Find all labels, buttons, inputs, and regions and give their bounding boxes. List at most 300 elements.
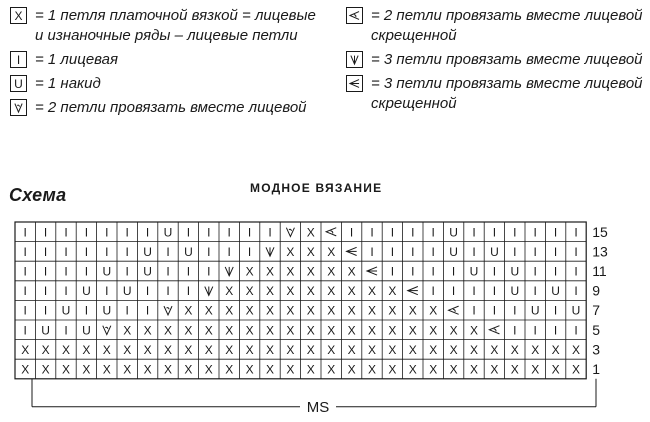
svg-text:I: I bbox=[84, 244, 89, 259]
chart-cell-garter bbox=[286, 304, 294, 318]
chart-cell-garter bbox=[42, 343, 50, 357]
row-number: 5 bbox=[592, 321, 600, 338]
svg-text:I: I bbox=[513, 244, 517, 259]
svg-text:I: I bbox=[64, 225, 68, 240]
chart-cell-knit bbox=[513, 245, 516, 259]
chart-cell-knit bbox=[105, 225, 108, 239]
svg-text:X: X bbox=[61, 342, 71, 357]
chart-cell-yarn-over bbox=[551, 284, 560, 298]
svg-text:X: X bbox=[286, 303, 295, 318]
chart-cell-knit bbox=[126, 245, 129, 259]
svg-text:I: I bbox=[472, 303, 476, 318]
chart-cell-garter bbox=[82, 343, 90, 357]
svg-text:I: I bbox=[125, 264, 129, 279]
svg-text:X: X bbox=[265, 264, 275, 279]
svg-text:I: I bbox=[451, 284, 456, 299]
svg-text:X: X bbox=[286, 264, 295, 279]
svg-text:I: I bbox=[553, 244, 558, 259]
svg-text:X: X bbox=[265, 323, 275, 338]
chart-cell-knit bbox=[44, 265, 47, 279]
svg-text:X: X bbox=[286, 323, 295, 338]
svg-text:I: I bbox=[43, 244, 48, 259]
chart-cell-k2tog bbox=[164, 306, 172, 315]
svg-text:X: X bbox=[225, 284, 234, 299]
chart-cell-garter bbox=[429, 323, 437, 337]
legend-text: = 1 накид bbox=[35, 75, 101, 92]
chart-cell-knit bbox=[126, 225, 129, 239]
chart-cell-knit bbox=[85, 304, 88, 318]
svg-text:I: I bbox=[370, 244, 374, 259]
legend-text: = 3 петли провязать вместе лицевой скрещенной bbox=[371, 75, 643, 112]
chart-cell-knit bbox=[187, 265, 190, 279]
chart-cell-knit bbox=[85, 245, 88, 259]
svg-text:I: I bbox=[533, 284, 537, 299]
svg-text:X: X bbox=[408, 303, 417, 318]
svg-text:U: U bbox=[571, 303, 581, 318]
chart-cell-garter bbox=[266, 323, 274, 337]
chart-cell-garter bbox=[266, 363, 274, 377]
svg-text:I: I bbox=[411, 264, 415, 279]
svg-text:I: I bbox=[574, 264, 578, 279]
svg-text:X: X bbox=[408, 323, 417, 338]
chart-cell-garter bbox=[307, 284, 315, 298]
chart-cell-knit bbox=[24, 304, 27, 318]
svg-text:I: I bbox=[349, 225, 354, 240]
chart-cell-garter bbox=[490, 363, 498, 377]
chart-cell-knit bbox=[64, 265, 67, 279]
chart-cell-knit bbox=[166, 245, 169, 259]
svg-text:I: I bbox=[64, 323, 68, 338]
chart-cell-yarn-over bbox=[449, 225, 458, 239]
svg-text:X: X bbox=[388, 342, 397, 357]
svg-text:X: X bbox=[347, 284, 356, 299]
svg-text:I: I bbox=[472, 284, 476, 299]
chart-cell-yarn-over bbox=[123, 284, 132, 298]
chart-cell-garter bbox=[552, 343, 560, 357]
chart-cell-k3tog bbox=[205, 287, 213, 296]
svg-text:I: I bbox=[247, 225, 252, 240]
chart-cell-garter bbox=[327, 323, 335, 337]
svg-text:X: X bbox=[429, 342, 438, 357]
chart-cell-knit bbox=[432, 284, 435, 298]
svg-text:X: X bbox=[306, 244, 315, 259]
svg-text:I: I bbox=[166, 264, 170, 279]
chart-cell-knit bbox=[370, 225, 373, 239]
svg-text:X: X bbox=[286, 284, 295, 299]
svg-text:I: I bbox=[472, 225, 476, 240]
chart-cell-garter bbox=[144, 343, 152, 357]
svg-text:I: I bbox=[23, 303, 27, 318]
svg-text:I: I bbox=[492, 264, 497, 279]
svg-text:X: X bbox=[245, 303, 254, 318]
chart-cell-knit bbox=[24, 225, 27, 239]
svg-text:U: U bbox=[143, 264, 152, 279]
svg-text:X: X bbox=[204, 303, 213, 318]
chart-cell-garter bbox=[266, 284, 274, 298]
svg-text:I: I bbox=[574, 284, 578, 299]
chart-cell-k3tog-tbl bbox=[347, 247, 357, 255]
svg-text:X: X bbox=[449, 323, 458, 338]
svg-text:I: I bbox=[247, 244, 252, 259]
svg-text:X: X bbox=[408, 342, 417, 357]
chart-cell-knit bbox=[44, 245, 47, 259]
chart-cell-knit bbox=[44, 304, 47, 318]
svg-text:X: X bbox=[449, 342, 458, 357]
row-number: 1 bbox=[592, 361, 600, 377]
svg-text:U: U bbox=[102, 303, 112, 318]
svg-text:X: X bbox=[367, 342, 377, 357]
svg-text:X: X bbox=[184, 303, 193, 318]
chart-cell-garter bbox=[246, 343, 254, 357]
chart-cell-knit bbox=[105, 245, 108, 259]
chart-cell-garter bbox=[225, 304, 233, 318]
svg-text:X: X bbox=[449, 362, 458, 377]
chart-cell-garter bbox=[42, 363, 50, 377]
svg-text:I: I bbox=[472, 244, 476, 259]
svg-text:X: X bbox=[286, 244, 295, 259]
svg-text:X: X bbox=[367, 362, 377, 377]
chart-cell-knit bbox=[534, 323, 537, 337]
chart-cell-yarn-over bbox=[572, 304, 581, 318]
svg-text:X: X bbox=[429, 362, 438, 377]
svg-text:I: I bbox=[533, 225, 537, 240]
svg-text:X: X bbox=[143, 362, 152, 377]
x-symbol-icon: X bbox=[10, 7, 27, 24]
chart-cell-garter bbox=[62, 343, 70, 357]
chart-cell-garter bbox=[286, 343, 294, 357]
chart-cell-garter bbox=[82, 363, 90, 377]
chart-cell-garter bbox=[205, 343, 213, 357]
chart-cell-garter bbox=[409, 343, 417, 357]
svg-text:I: I bbox=[145, 225, 150, 240]
svg-text:X: X bbox=[225, 362, 234, 377]
chart-cell-garter bbox=[348, 304, 356, 318]
svg-text:X: X bbox=[306, 323, 315, 338]
svg-text:I: I bbox=[431, 244, 435, 259]
svg-text:I: I bbox=[125, 225, 129, 240]
schema-title: Схема bbox=[9, 185, 67, 205]
svg-text:X: X bbox=[490, 342, 499, 357]
svg-text:I: I bbox=[268, 225, 272, 240]
svg-text:X: X bbox=[327, 342, 336, 357]
chart-cell-garter bbox=[164, 343, 172, 357]
svg-text:X: X bbox=[306, 362, 315, 377]
chart-cell-garter bbox=[205, 304, 213, 318]
chart-cell-knit bbox=[207, 225, 210, 239]
chart-cell-yarn-over bbox=[82, 284, 91, 298]
chart-cell-knit bbox=[391, 225, 394, 239]
chart-cell-garter bbox=[348, 343, 356, 357]
chart-cell-knit bbox=[554, 304, 557, 318]
magazine-caption: МОДНОЕ ВЯЗАНИЕ bbox=[250, 181, 383, 195]
svg-text:U: U bbox=[510, 264, 520, 279]
svg-text:I: I bbox=[574, 244, 578, 259]
chart-cell-garter bbox=[225, 363, 233, 377]
svg-text:I: I bbox=[492, 225, 497, 240]
chart-cell-knit bbox=[146, 225, 149, 239]
svg-text:I: I bbox=[64, 284, 68, 299]
svg-text:I: I bbox=[84, 303, 89, 318]
svg-text:I: I bbox=[207, 264, 211, 279]
svg-text:X: X bbox=[347, 342, 356, 357]
svg-text:X: X bbox=[163, 323, 173, 338]
svg-text:X: X bbox=[245, 362, 254, 377]
chart-cell-knit bbox=[472, 304, 475, 318]
chart-cell-garter bbox=[205, 363, 213, 377]
chart-cell-garter bbox=[144, 323, 152, 337]
chart-cell-knit bbox=[432, 265, 435, 279]
chart-cell-garter bbox=[470, 363, 478, 377]
chart-cell-knit bbox=[24, 284, 27, 298]
chart-cell-garter bbox=[450, 323, 458, 337]
chart-cell-garter bbox=[164, 363, 172, 377]
svg-text:X: X bbox=[102, 362, 111, 377]
chart-cell-garter bbox=[572, 363, 580, 377]
svg-text:U: U bbox=[143, 244, 152, 259]
chart-cell-knit bbox=[24, 245, 27, 259]
chart-cell-garter bbox=[225, 323, 233, 337]
chart-cell-garter bbox=[348, 363, 356, 377]
chart-cell-knit bbox=[452, 265, 455, 279]
svg-text:I: I bbox=[533, 264, 537, 279]
svg-text:I: I bbox=[186, 264, 191, 279]
chart-cell-knit bbox=[493, 225, 496, 239]
svg-text:X: X bbox=[225, 303, 234, 318]
chart-cell-garter bbox=[184, 363, 192, 377]
svg-text:I: I bbox=[23, 284, 27, 299]
chart-cell-garter bbox=[266, 304, 274, 318]
svg-text:X: X bbox=[225, 342, 234, 357]
chart-cell-garter bbox=[246, 265, 254, 279]
svg-text:I: I bbox=[533, 323, 537, 338]
chart-cell-garter bbox=[21, 363, 29, 377]
chart-cell-k3tog bbox=[225, 267, 233, 276]
chart-cell-garter bbox=[327, 343, 335, 357]
svg-text:U: U bbox=[41, 323, 50, 338]
chart-cell-knit bbox=[574, 265, 577, 279]
chart-cell-garter bbox=[286, 363, 294, 377]
svg-text:I: I bbox=[23, 244, 27, 259]
chart-cell-knit bbox=[493, 304, 496, 318]
yarn-over-symbol-icon: U bbox=[10, 75, 27, 92]
chart-cell-garter bbox=[246, 304, 254, 318]
chart-cell-knit bbox=[146, 284, 149, 298]
chart-cell-garter bbox=[307, 245, 315, 259]
chart-cell-knit bbox=[105, 284, 108, 298]
chart-cell-garter bbox=[429, 343, 437, 357]
svg-text:X: X bbox=[82, 362, 91, 377]
svg-text:I: I bbox=[125, 244, 129, 259]
chart-cell-garter bbox=[348, 323, 356, 337]
svg-text:X: X bbox=[571, 362, 581, 377]
svg-text:X: X bbox=[367, 323, 377, 338]
chart-cell-yarn-over bbox=[531, 304, 540, 318]
chart-cell-garter bbox=[266, 343, 274, 357]
chart-cell-garter bbox=[511, 363, 519, 377]
svg-text:X: X bbox=[551, 342, 560, 357]
svg-text:X: X bbox=[327, 244, 336, 259]
chart-cell-knit bbox=[452, 284, 455, 298]
chart-cell-knit bbox=[64, 225, 67, 239]
svg-text:X: X bbox=[367, 303, 377, 318]
svg-text:X: X bbox=[163, 362, 173, 377]
svg-text:I: I bbox=[227, 244, 231, 259]
chart-cell-yarn-over bbox=[449, 245, 458, 259]
chart-cell-knit bbox=[411, 225, 414, 239]
chart-cell-knit bbox=[268, 225, 271, 239]
svg-text:X: X bbox=[265, 362, 275, 377]
svg-text:X: X bbox=[123, 323, 132, 338]
chart-cell-garter bbox=[266, 265, 274, 279]
row-number: 9 bbox=[592, 282, 600, 299]
chart-cell-yarn-over bbox=[143, 265, 152, 279]
chart-cell-garter bbox=[429, 304, 437, 318]
chart-cell-garter bbox=[368, 323, 376, 337]
chart-cell-garter bbox=[470, 323, 478, 337]
chart-cell-knit bbox=[513, 323, 516, 337]
chart-cell-knit bbox=[493, 284, 496, 298]
svg-text:I: I bbox=[513, 323, 517, 338]
chart-cell-knit bbox=[554, 225, 557, 239]
chart-cell-knit bbox=[472, 284, 475, 298]
chart-cell-knit bbox=[472, 245, 475, 259]
chart-cell-knit bbox=[472, 225, 475, 239]
chart-cell-knit bbox=[64, 284, 67, 298]
chart-cell-garter bbox=[205, 323, 213, 337]
svg-text:I: I bbox=[145, 303, 150, 318]
svg-text:U: U bbox=[530, 303, 540, 318]
chart-cell-garter bbox=[552, 363, 560, 377]
svg-text:X: X bbox=[204, 342, 213, 357]
svg-text:X: X bbox=[327, 323, 336, 338]
svg-text:X: X bbox=[123, 342, 132, 357]
chart-cell-garter bbox=[286, 284, 294, 298]
svg-text:I: I bbox=[492, 303, 497, 318]
svg-text:U: U bbox=[510, 284, 520, 299]
row-number: 3 bbox=[592, 341, 600, 358]
chart-cell-knit bbox=[64, 323, 67, 337]
svg-text:X: X bbox=[204, 323, 213, 338]
chart-cell-garter bbox=[388, 343, 396, 357]
chart-cell-knit bbox=[207, 245, 210, 259]
chart-cell-garter bbox=[307, 343, 315, 357]
svg-text:I: I bbox=[492, 284, 497, 299]
legend-text: = 2 петли провязать вместе лицевой скрещенной bbox=[371, 7, 643, 44]
svg-text:X: X bbox=[204, 362, 213, 377]
svg-text:I: I bbox=[370, 225, 374, 240]
svg-text:I: I bbox=[105, 284, 109, 299]
svg-text:I: I bbox=[207, 225, 211, 240]
chart-cell-garter bbox=[103, 363, 111, 377]
chart-cell-yarn-over bbox=[510, 284, 519, 298]
chart-cell-knit bbox=[146, 304, 149, 318]
svg-text:X: X bbox=[469, 342, 479, 357]
svg-text:X: X bbox=[123, 362, 132, 377]
svg-text:U: U bbox=[61, 303, 71, 318]
chart-cell-garter bbox=[409, 363, 417, 377]
svg-text:X: X bbox=[469, 323, 479, 338]
svg-text:U: U bbox=[82, 323, 91, 338]
svg-text:X: X bbox=[286, 362, 295, 377]
chart-cell-garter bbox=[531, 343, 539, 357]
chart-cell-knit bbox=[432, 225, 435, 239]
chart-cell-knit bbox=[534, 225, 537, 239]
svg-text:U: U bbox=[184, 244, 193, 259]
chart-cell-garter bbox=[348, 284, 356, 298]
svg-text:X: X bbox=[306, 284, 315, 299]
svg-text:I: I bbox=[166, 244, 170, 259]
svg-text:X: X bbox=[143, 323, 152, 338]
chart-cell-garter bbox=[572, 343, 580, 357]
chart-cell-yarn-over bbox=[102, 304, 111, 318]
svg-text:X: X bbox=[551, 362, 560, 377]
svg-text:I: I bbox=[64, 264, 68, 279]
chart-cell-knit bbox=[574, 284, 577, 298]
svg-text:I: I bbox=[390, 264, 395, 279]
chart-cell-garter bbox=[307, 323, 315, 337]
chart-cell-yarn-over bbox=[82, 323, 91, 337]
chart-cell-garter bbox=[307, 265, 315, 279]
svg-text:X: X bbox=[531, 342, 540, 357]
chart-cell-knit bbox=[187, 284, 190, 298]
chart-cell-k2tog-tbl bbox=[449, 306, 459, 314]
svg-text:I: I bbox=[23, 323, 27, 338]
chart-cell-garter bbox=[123, 323, 131, 337]
chart-cell-garter bbox=[450, 343, 458, 357]
chart-cell-garter bbox=[388, 284, 396, 298]
svg-text:X: X bbox=[327, 362, 336, 377]
svg-text:I: I bbox=[574, 323, 578, 338]
chart-cell-knit bbox=[554, 245, 557, 259]
svg-text:I: I bbox=[513, 225, 517, 240]
chart-cell-knit bbox=[513, 304, 516, 318]
chart-cell-garter bbox=[123, 343, 131, 357]
svg-text:X: X bbox=[245, 284, 254, 299]
chart-cell-garter bbox=[286, 265, 294, 279]
chart-cell-garter bbox=[327, 265, 335, 279]
svg-text:I: I bbox=[574, 225, 578, 240]
chart-cell-knit bbox=[166, 265, 169, 279]
svg-text:X: X bbox=[21, 362, 30, 377]
svg-text:I: I bbox=[411, 244, 415, 259]
chart-cell-yarn-over bbox=[41, 323, 50, 337]
chart-cell-knit bbox=[370, 245, 373, 259]
svg-text:I: I bbox=[553, 225, 558, 240]
svg-text:X: X bbox=[61, 362, 71, 377]
chart-cell-garter bbox=[62, 363, 70, 377]
svg-text:X: X bbox=[490, 362, 499, 377]
chart-cell-yarn-over bbox=[470, 265, 479, 279]
chart-cell-garter bbox=[184, 343, 192, 357]
svg-text:X: X bbox=[306, 225, 315, 240]
svg-text:X: X bbox=[327, 284, 336, 299]
svg-text:I: I bbox=[207, 244, 211, 259]
chart-cell-knit bbox=[248, 225, 251, 239]
svg-text:X: X bbox=[367, 284, 377, 299]
chart-cell-knit bbox=[534, 245, 537, 259]
chart-cell-knit bbox=[126, 265, 129, 279]
chart-cell-garter bbox=[450, 363, 458, 377]
chart-cell-knit bbox=[574, 323, 577, 337]
chart-cell-garter bbox=[388, 323, 396, 337]
svg-text:U: U bbox=[469, 264, 479, 279]
svg-text:I: I bbox=[23, 225, 27, 240]
chart-cell-garter bbox=[490, 343, 498, 357]
svg-text:X: X bbox=[41, 362, 50, 377]
chart-cell-knit bbox=[534, 265, 537, 279]
chart-cell-knit bbox=[574, 225, 577, 239]
svg-text:I: I bbox=[553, 264, 558, 279]
